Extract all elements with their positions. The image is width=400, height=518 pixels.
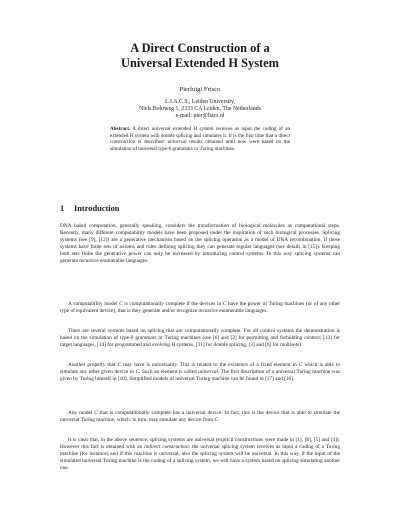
paragraph-text: . The first description of a universal Turing machine was given by Turing himself in [10]. Simplified models of universal Turing machine can be found in [17] and [16]. bbox=[60, 368, 340, 382]
emphasis-text: C bbox=[135, 368, 140, 375]
emphasis-text: indirect construction bbox=[144, 443, 189, 450]
paragraph-text: have the power of Turing machines (or of any other type of equivalent device), that is they generate and/or recognize recursive enumerable languages. bbox=[60, 301, 340, 314]
emphasis-text: C bbox=[298, 362, 303, 368]
abstract bbox=[110, 126, 290, 153]
emphasis-text: evolving bbox=[152, 341, 171, 348]
paragraph-text: There are several systems based on splicing that are computationally complete. For all control systems the demonstration is based on the simulation of type-0 grammars or Turing machines (see [6] and [2] for permitting and forbidding context; [13] for target languages, [14] for programmed and bbox=[60, 328, 340, 348]
paragraph-text: : the universal splicing system receives as input a coding of a Turing machine (for instance) and if this machine is universal, also the splicing system will be universal. In this way, if the input of the simulated universal Turing machine is the coding of a splicing system, we will have a system based on splicing simulating another one. bbox=[60, 443, 340, 471]
body-paragraph bbox=[60, 301, 340, 315]
abstract-text: A direct universal extended H system receives as input the coding of an extended H system with double splicing and simulates it. It is the first time that a direct construction is described: bbox=[110, 126, 290, 146]
paragraph-text: Another property that bbox=[68, 362, 118, 368]
paragraph-text: H systems, [11] for double splicing, [3] and [6] for multisets). bbox=[170, 341, 303, 348]
paragraph-text: that is computationally complete has a universal device. In fact, this is the device that is able to simulate the universal Turing machine, which, in turn, may simulate any device from bbox=[60, 410, 340, 423]
paragraph-text: is computationally complete if the devices in bbox=[122, 301, 223, 307]
affiliation-line: Niels Bohrweg 1, 2333 CA Leiden, The Netherlands bbox=[139, 106, 261, 112]
emphasis-text: universal bbox=[198, 368, 218, 375]
body-paragraph bbox=[60, 328, 340, 349]
body-paragraph bbox=[60, 223, 340, 264]
emphasis-text: C bbox=[117, 362, 121, 368]
abstract-label: Abstract. bbox=[110, 126, 131, 132]
paragraph-text: A computability model bbox=[68, 301, 120, 307]
paper-title-line-1: A Direct Construction of a bbox=[130, 41, 270, 55]
paragraph-text: . bbox=[218, 416, 220, 423]
affiliation-line: L.I.A.C.S., Leiden University, bbox=[165, 99, 235, 105]
emphasis-text: C bbox=[94, 410, 98, 416]
paragraph-text: . Such an element is called bbox=[139, 368, 199, 375]
paragraph-text: which is able to simulate any other given device in bbox=[60, 362, 341, 375]
paragraph-text: may have is universality. This is related to the existence of a fixed element in bbox=[121, 362, 299, 368]
email-line: e-mail: pier@liacs.nl bbox=[175, 113, 225, 119]
body-paragraph bbox=[60, 362, 340, 383]
paper-title-line-2: Universal Extended H System bbox=[121, 56, 279, 70]
section-title: Introduction bbox=[74, 204, 120, 213]
body-paragraph bbox=[60, 410, 340, 424]
emphasis-text: C bbox=[214, 416, 219, 423]
body-paragraph bbox=[60, 437, 340, 472]
author-name: Pierluigi Frisco bbox=[179, 86, 221, 93]
abstract-text: results obtained until now were based on the simulation of universal type-0 grammars or Turing machines. bbox=[110, 139, 290, 153]
emphasis-text: C bbox=[222, 301, 227, 307]
emphasis-text: C bbox=[119, 301, 123, 307]
section-number: 1 bbox=[60, 204, 65, 213]
abstract-emphasis: universal bbox=[167, 139, 187, 146]
paragraph-text: It is clear that, in the above sentence, splicing systems are universal (explicit constructions were made in [1], [8], [5] and [4]). However this fact is obtained with an bbox=[60, 437, 340, 450]
paragraph-text: Any model bbox=[68, 410, 95, 416]
section-heading bbox=[60, 204, 119, 213]
paragraph-text: DNA based computation, generally speaking, considers the transformation of biological molecules as computational steps. Recently, many different computability models have been proposed under the inspiration of such biological processes. Splicing systems (see [9], [12]) are a generative mechanism based on the splicing operation as a model of DNA recombination. If these systems have finite sets of axioms and rules defining splicing they can generate regular languages (see details in [15]). Keeping both sets finite the generative power can only be increased by introducing control systems. In this way splicing systems can generate recursive enumerable languages. bbox=[60, 223, 340, 264]
